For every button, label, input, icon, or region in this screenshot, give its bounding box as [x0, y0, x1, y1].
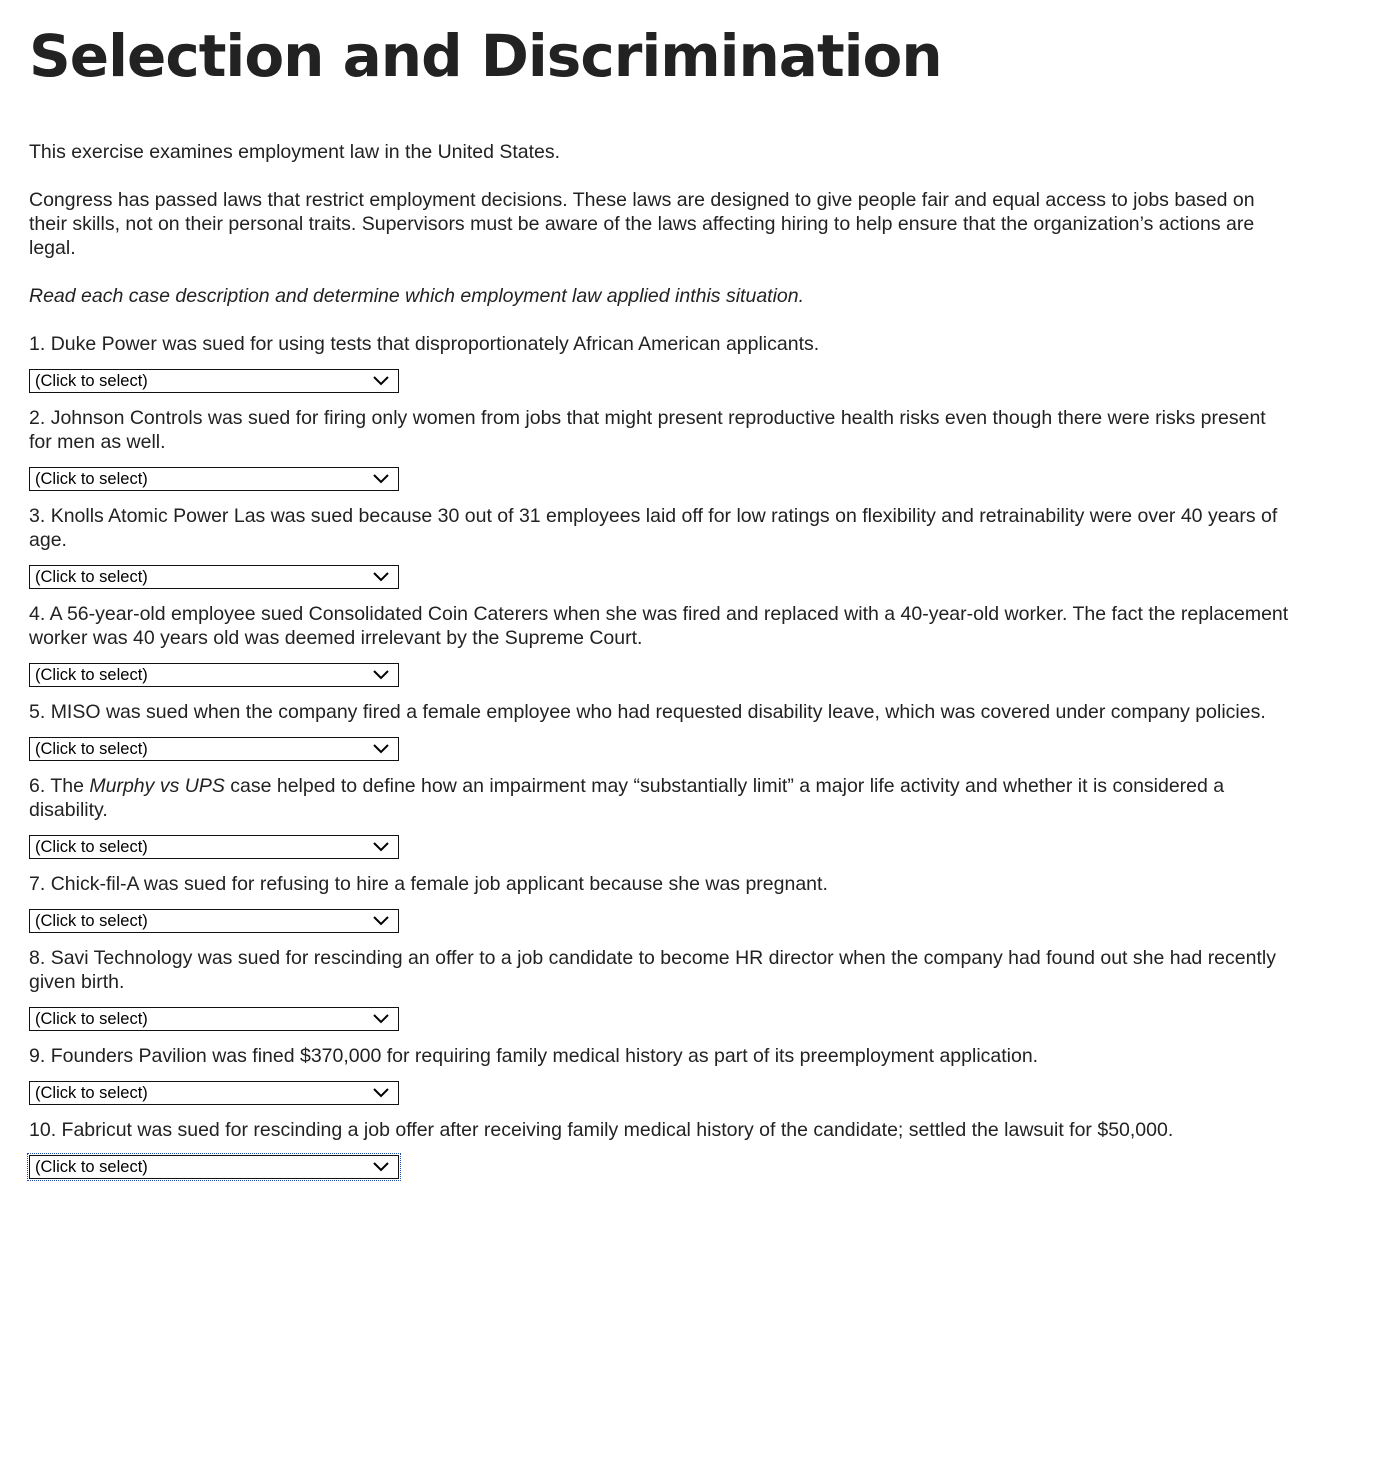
answer-select-7[interactable] [29, 909, 399, 933]
question-body: A 56-year-old employee sued Consolidated Coin Caterers when she was fired and replaced with a 40-year-old worker. The fact the replacement worker was 40 years old was deemed irrelevant by the Supreme Court. [29, 603, 1289, 649]
select-value: (Click to select) [35, 666, 148, 684]
question-1 [29, 332, 1289, 393]
question-3-text [29, 504, 1289, 552]
chevron-down-icon [372, 915, 390, 927]
chevron-down-icon [372, 473, 390, 485]
question-body-end: case helped to define how an impairment may “substantially limit” a major life activity and whether it is considered a disability. [29, 775, 1225, 821]
answer-select-2[interactable] [29, 467, 399, 491]
question-6 [29, 774, 1289, 859]
select-value: (Click to select) [35, 912, 148, 930]
answer-select-6[interactable] [29, 835, 399, 859]
question-number: 8. [29, 947, 46, 969]
question-9-text [29, 1044, 1289, 1068]
chevron-down-icon [372, 1161, 390, 1173]
question-number: 5. [29, 701, 46, 723]
question-6-text [29, 774, 1289, 822]
question-number: 6. [29, 775, 46, 797]
chevron-down-icon [372, 375, 390, 387]
question-8-text [29, 946, 1289, 994]
question-body: Johnson Controls was sued for firing only women from jobs that might present reproductive health risks even though there were risks present for men as well. [29, 407, 1266, 453]
question-number: 2. [29, 407, 46, 429]
select-value: (Click to select) [35, 1158, 148, 1176]
chevron-down-icon [372, 841, 390, 853]
case-name: Murphy vs UPS [89, 775, 225, 797]
chevron-down-icon [372, 1013, 390, 1025]
question-3 [29, 504, 1289, 589]
exercise-page [29, 0, 1289, 1192]
select-value: (Click to select) [35, 1010, 148, 1028]
instructions-text: Read each case description and determine which employment law applied inthis situation. [29, 285, 805, 307]
question-10 [29, 1118, 1289, 1179]
chevron-down-icon [372, 669, 390, 681]
intro-text: This exercise examines employment law in the United States. [29, 141, 561, 163]
question-4-text [29, 602, 1289, 650]
question-9 [29, 1044, 1289, 1105]
question-number: 4. [29, 603, 46, 625]
answer-select-10[interactable] [29, 1155, 399, 1179]
answer-select-5[interactable] [29, 737, 399, 761]
context-text: Congress has passed laws that restrict employment decisions. These laws are designed to give people fair and equal access to jobs based on their skills, not on their personal traits. Supervisors must be aware of the laws affecting hiring to help ensure that the organization’s actions are legal. [29, 189, 1255, 259]
question-number: 3. [29, 505, 46, 527]
question-body: Knolls Atomic Power Las was sued because 30 out of 31 employees laid off for low ratings on flexibility and retrainability were over 40 years of age. [29, 505, 1278, 551]
question-body-start: The [50, 775, 84, 797]
chevron-down-icon [372, 571, 390, 583]
question-body: Fabricut was sued for rescinding a job offer after receiving family medical history of the candidate; settled the lawsuit for $50,000. [61, 1119, 1174, 1141]
question-number: 7. [29, 873, 46, 895]
chevron-down-icon [372, 1087, 390, 1099]
question-7-text [29, 872, 1289, 896]
answer-select-4[interactable] [29, 663, 399, 687]
question-body: Founders Pavilion was fined $370,000 for requiring family medical history as part of its preemployment application. [50, 1045, 1039, 1067]
question-number: 10. [29, 1119, 57, 1141]
question-body: Chick-fil-A was sued for refusing to hire a female job applicant because she was pregnant. [50, 873, 828, 895]
question-4 [29, 602, 1289, 687]
answer-select-8[interactable] [29, 1007, 399, 1031]
question-2 [29, 406, 1289, 491]
select-value: (Click to select) [35, 838, 148, 856]
select-value: (Click to select) [35, 372, 148, 390]
page-title: Selection and Discrimination [29, 22, 942, 90]
question-1-text [29, 332, 1289, 356]
question-number: 1. [29, 333, 46, 355]
question-7 [29, 872, 1289, 933]
question-10-text [29, 1118, 1289, 1142]
answer-select-9[interactable] [29, 1081, 399, 1105]
select-value: (Click to select) [35, 568, 148, 586]
select-value: (Click to select) [35, 740, 148, 758]
question-body: MISO was sued when the company fired a female employee who had requested disability leave, which was covered under company policies. [50, 701, 1266, 723]
question-2-text [29, 406, 1289, 454]
answer-select-1[interactable] [29, 369, 399, 393]
select-value: (Click to select) [35, 470, 148, 488]
question-5 [29, 700, 1289, 761]
answer-select-3[interactable] [29, 565, 399, 589]
chevron-down-icon [372, 743, 390, 755]
question-5-text [29, 700, 1289, 724]
question-body: Savi Technology was sued for rescinding an offer to a job candidate to become HR director when the company had found out she had recently given birth. [29, 947, 1276, 993]
question-body: Duke Power was sued for using tests that disproportionately African American applicants. [50, 333, 820, 355]
question-8 [29, 946, 1289, 1031]
select-value: (Click to select) [35, 1084, 148, 1102]
question-number: 9. [29, 1045, 46, 1067]
